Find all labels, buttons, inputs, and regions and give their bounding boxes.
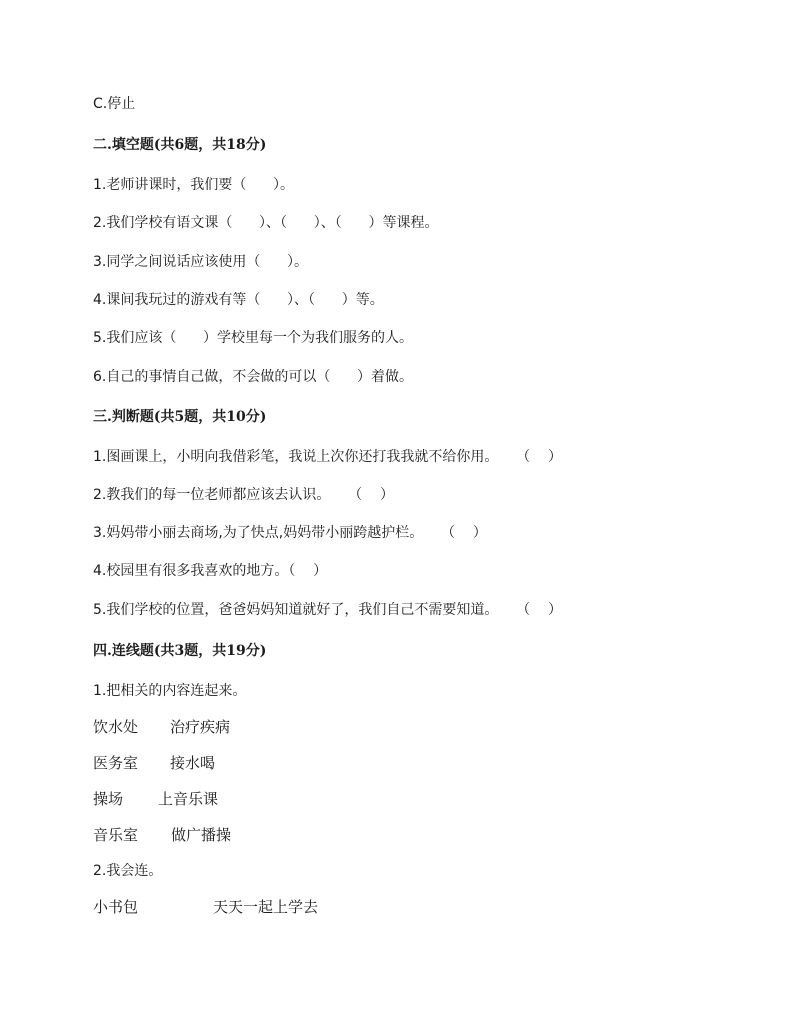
fill-blank-question: 1.老师讲课时，我们要（ ）。 [93, 177, 295, 193]
match-right-item: 天天一起上学去 [213, 898, 319, 916]
true-false-question: 2.教我们的每一位老师都应该去认识。 （ ） [93, 487, 394, 503]
match-left-item: 医务室 [93, 754, 139, 772]
match-left-item: 音乐室 [93, 826, 139, 844]
match-right-item: 上音乐课 [158, 790, 219, 808]
matching-question-prompt: 2.我会连。 [93, 863, 163, 879]
true-false-question: 4.校园里有很多我喜欢的地方。（ ） [93, 563, 328, 579]
option-c: C.停止 [93, 96, 136, 112]
matching-question-prompt: 1.把相关的内容连起来。 [93, 683, 247, 699]
true-false-question: 1.图画课上，小明向我借彩笔，我说上次你还打我我就不给你用。 （ ） [93, 449, 562, 465]
fill-blank-question: 5.我们应该（ ）学校里每一个为我们服务的人。 [93, 330, 414, 346]
match-right-item: 做广播操 [171, 826, 232, 844]
match-left-item: 小书包 [93, 898, 139, 916]
true-false-question: 5.我们学校的位置，爸爸妈妈知道就好了，我们自己不需要知道。 （ ） [93, 602, 562, 618]
match-left-item: 操场 [93, 790, 124, 808]
match-right-item: 治疗疾病 [170, 718, 231, 736]
fill-blank-question: 3.同学之间说话应该使用（ ）。 [93, 254, 309, 270]
fill-blank-question: 2.我们学校有语文课（ ）、（ ）、（ ）等课程。 [93, 215, 439, 231]
section-matching-title: 四.连线题(共3题，共19分) [93, 643, 267, 659]
section-fill-blank-title: 二.填空题(共6题，共18分) [93, 137, 267, 153]
true-false-question: 3.妈妈带小丽去商场,为了快点,妈妈带小丽跨越护栏。 （ ） [93, 525, 487, 541]
fill-blank-question: 4.课间我玩过的游戏有等（ ）、（ ）等。 [93, 292, 384, 308]
match-left-item: 饮水处 [93, 718, 139, 736]
section-true-false-title: 三.判断题(共5题，共10分) [93, 409, 267, 425]
fill-blank-question: 6.自己的事情自己做，不会做的可以（ ）着做。 [93, 369, 414, 385]
match-right-item: 接水喝 [170, 754, 216, 772]
